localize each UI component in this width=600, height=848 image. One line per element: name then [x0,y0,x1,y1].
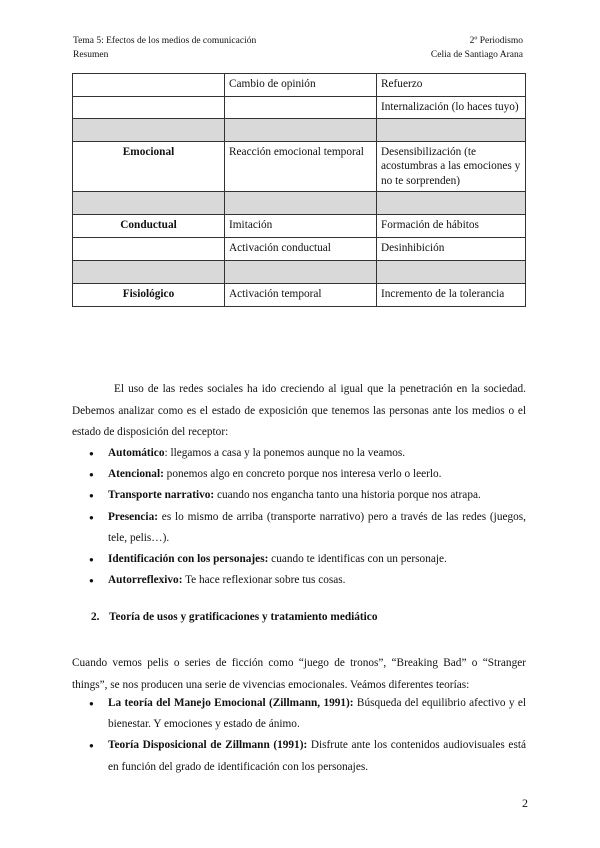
list-term: Atencional: [108,468,164,481]
list-term: Autorreflexivo: [108,574,183,587]
table-cell [73,74,225,97]
effects-table [72,73,526,307]
list-text: es lo mismo de arriba (transporte narrativo) pero a través de las redes (juegos, tele, pelis…). [108,510,526,544]
list-item [72,443,526,464]
list-item [72,570,526,591]
table-cell: Conductual [73,215,225,238]
list-item [72,464,526,485]
table-cell: Activación conductual [225,238,377,261]
table-cell [73,261,225,284]
intro-paragraph: El uso de las redes sociales ha ido creciendo al igual que la penetración en la sociedad. Debemos analizar como es el estado de exposición que tenemos las personas ante los medios o el estado de disposición del receptor: [72,383,526,439]
table-row [73,97,526,119]
theories-list [72,693,526,778]
section-number: 2. [91,611,100,623]
table-row [73,261,526,284]
table-row [73,192,526,215]
table-cell: Incremento de la tolerancia [377,284,526,307]
table-cell: Cambio de opinión [225,74,377,97]
table-cell [225,192,377,215]
header-doc-type: Resumen [73,50,109,60]
table-cell: Activación temporal [225,284,377,307]
list-item [72,485,526,506]
table-cell [225,97,377,119]
section-title: Teoría de usos y gratificaciones y tratamiento mediático [109,611,378,623]
list-text: cuando nos engancha tanto una historia porque nos atrapa. [214,489,481,502]
table-row [73,118,526,141]
list-text: llegamos a casa y la ponemos aunque no la veamos. [167,447,406,459]
table-row [73,284,526,307]
header-course: 2º Periodismo [469,36,523,46]
table-cell [73,238,225,261]
list-term: Identificación con los personajes: [108,553,269,566]
list-term: Automático [108,447,165,459]
table-cell: Fisiológico [73,284,225,307]
table-cell: Emocional [73,141,225,192]
table-cell [73,192,225,215]
list-term: Teoría Disposicional de Zillmann (1991): [108,739,308,752]
table-row [73,215,526,238]
header-right [431,34,523,62]
list-term: Presencia: [108,510,158,523]
list-text: Disfrute ante los contenidos audiovisuales está en función del grado de identificación con los personajes. [108,739,526,773]
table-cell [73,97,225,119]
table-cell [377,118,526,141]
list-item [72,549,526,570]
list-term: Transporte narrativo: [108,489,215,502]
list-text: Te hace reflexionar sobre tus cosas. [182,574,346,587]
list-text: Búsqueda del equilibrio afectivo y el bienestar. Y emociones y estado de ánimo. [108,697,526,731]
header-author: Celia de Santiago Arana [430,50,523,60]
table-row [73,141,526,192]
section-heading [91,611,377,623]
list-item [72,735,526,777]
table-cell: Formación de hábitos [377,215,526,238]
table-cell [225,261,377,284]
list-text: ponemos algo en concreto porque nos interesa verlo o leerlo. [163,468,442,481]
table-cell: Internalización (lo haces tuyo) [377,97,526,119]
header-topic: Tema 5: Efectos de los medios de comunicación [73,36,257,46]
table-cell: Imitación [225,215,377,238]
list-item [72,507,526,549]
table-row [73,238,526,261]
table-row [73,74,526,97]
table-cell: Desinhibición [377,238,526,261]
table-cell [377,192,526,215]
list-text: cuando te identificas con un personaje. [268,553,447,566]
table-cell [377,261,526,284]
page-number: 2 [522,796,528,810]
table-cell [225,118,377,141]
header-left [73,34,256,62]
list-term-sep: : [164,447,168,459]
table-cell [73,118,225,141]
table-cell: Desensibilización (te acostumbras a las emociones y no te sorprenden) [377,141,526,192]
table-cell: Reacción emocional temporal [225,141,377,192]
list-term: La teoría del Manejo Emocional (Zillmann, 1991): [108,697,354,709]
table-cell: Refuerzo [377,74,526,97]
list-item [72,693,526,735]
exposure-state-list [72,443,526,591]
section-paragraph: Cuando vemos pelis o series de ficción como “juego de tronos”, “Breaking Bad” o “Stranger things”, se nos producen una serie de vivencias emocionales. Veámos diferentes teorías: [72,657,526,691]
